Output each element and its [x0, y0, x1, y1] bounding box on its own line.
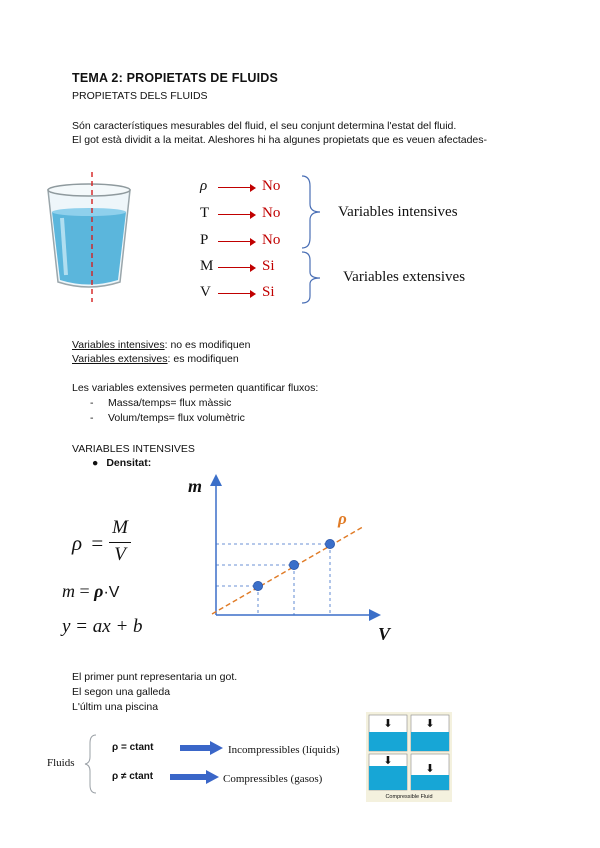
- list-text: Volum/temps= flux volumètric: [108, 412, 245, 424]
- intensive-heading: VARIABLES INTENSIVES: [72, 443, 195, 455]
- density-chart: [180, 470, 410, 645]
- mass-symbol: m: [62, 581, 75, 601]
- data-point: [253, 581, 262, 590]
- down-arrow-icon: ⬇: [425, 718, 435, 730]
- intensive-desc: : no es modifiquen: [164, 339, 251, 351]
- property-row-density: [200, 178, 300, 198]
- property-row-temperature: [200, 205, 300, 225]
- red-arrow-icon: [218, 214, 252, 215]
- section-subtitle: PROPIETATS DELS FLUIDS: [72, 90, 208, 102]
- figure-caption: Compressible Fluid: [385, 794, 433, 800]
- fluids-row1-result: Incompressibles (líquids): [228, 744, 340, 756]
- bullet-text: Densitat:: [106, 457, 152, 469]
- x-axis-label: V: [378, 624, 391, 644]
- blue-arrow-icon: [180, 740, 224, 756]
- property-row-volume: [200, 284, 300, 304]
- density-bullet: [92, 457, 151, 470]
- formula-numerator: M: [112, 517, 128, 538]
- property-value: Si: [262, 258, 275, 274]
- extensive-desc: : es modifiquen: [167, 353, 239, 365]
- bullet-icon: ●: [92, 457, 99, 469]
- red-arrow-icon: [218, 187, 252, 188]
- blue-arrow-icon: [170, 769, 220, 785]
- property-symbol: V: [200, 284, 211, 300]
- intro-line-1: Són característiques mesurables del fluid, el seu conjunt determina l'estat del fluid.: [72, 120, 457, 132]
- extensive-term: Variables extensives: [72, 353, 168, 365]
- list-marker: -: [90, 397, 94, 409]
- fluids-row2-condition: [112, 771, 153, 782]
- rho-symbol: ρ: [94, 581, 104, 601]
- equals-sign: =: [75, 581, 95, 601]
- definition-extensive: [72, 353, 239, 366]
- compressible-fluid-figure: [366, 712, 452, 802]
- y-axis-label: m: [188, 476, 203, 496]
- down-arrow-icon: ⬇: [425, 763, 435, 775]
- property-value: Si: [262, 284, 275, 300]
- formula-linear: y = ax + b: [62, 616, 143, 637]
- fluxes-intro: Les variables extensives permeten quantificar fluxos:: [72, 382, 319, 394]
- property-value: No: [262, 178, 281, 194]
- example-line-3: L'últim una piscina: [72, 701, 159, 713]
- red-arrow-icon: [218, 293, 252, 294]
- intensive-group-label: Variables intensives: [338, 204, 458, 220]
- example-line-2: El segon una galleda: [72, 686, 171, 698]
- property-symbol: M: [200, 258, 214, 274]
- brace-icon: [298, 172, 338, 307]
- condition-text: ρ = ctant: [112, 742, 154, 753]
- definition-intensive: [72, 339, 250, 352]
- down-arrow-icon: ⬇: [383, 755, 393, 767]
- example-line-1: El primer punt representaria un got.: [72, 671, 238, 683]
- fluids-row2-result: Compressibles (gasos): [223, 773, 323, 785]
- fluids-label: Fluids: [47, 757, 75, 769]
- data-point: [289, 560, 298, 569]
- fluids-brace-icon: [84, 733, 104, 795]
- red-arrow-icon: [218, 241, 252, 242]
- red-arrow-icon: [218, 267, 252, 268]
- formula-mass: [62, 581, 119, 602]
- intensive-term: Variables intensives: [72, 339, 165, 351]
- page-title: TEMA 2: PROPIETATS DE FLUIDS: [72, 71, 279, 85]
- fluids-row1-condition: [112, 742, 153, 753]
- series-label: ρ: [338, 509, 347, 528]
- trend-line: [212, 527, 362, 614]
- property-row-mass: [200, 258, 300, 278]
- intro-line-2: El got està dividit a la meitat. Aleshores hi ha algunes propietats que es veuen afectades-: [72, 134, 488, 146]
- property-symbol: ρ: [200, 178, 208, 194]
- volume-term: ·V: [103, 584, 120, 601]
- down-arrow-icon: ⬇: [383, 718, 393, 730]
- condition-text: ρ ≠ ctant: [112, 771, 154, 782]
- property-symbol: T: [200, 205, 210, 221]
- list-marker: -: [90, 412, 94, 424]
- water-glass-illustration: [40, 170, 140, 305]
- list-text: Massa/temps= flux màssic: [108, 397, 232, 409]
- extensive-group-label: Variables extensives: [343, 269, 466, 285]
- property-value: No: [262, 205, 281, 221]
- property-row-pressure: [200, 232, 300, 252]
- property-symbol: P: [200, 232, 209, 248]
- rho-symbol: ρ: [72, 531, 83, 555]
- formula-denominator: V: [114, 544, 126, 565]
- equals-sign: =: [91, 531, 104, 555]
- property-value: No: [262, 232, 281, 248]
- formula-density-lhs: [72, 531, 107, 556]
- data-point: [325, 539, 334, 548]
